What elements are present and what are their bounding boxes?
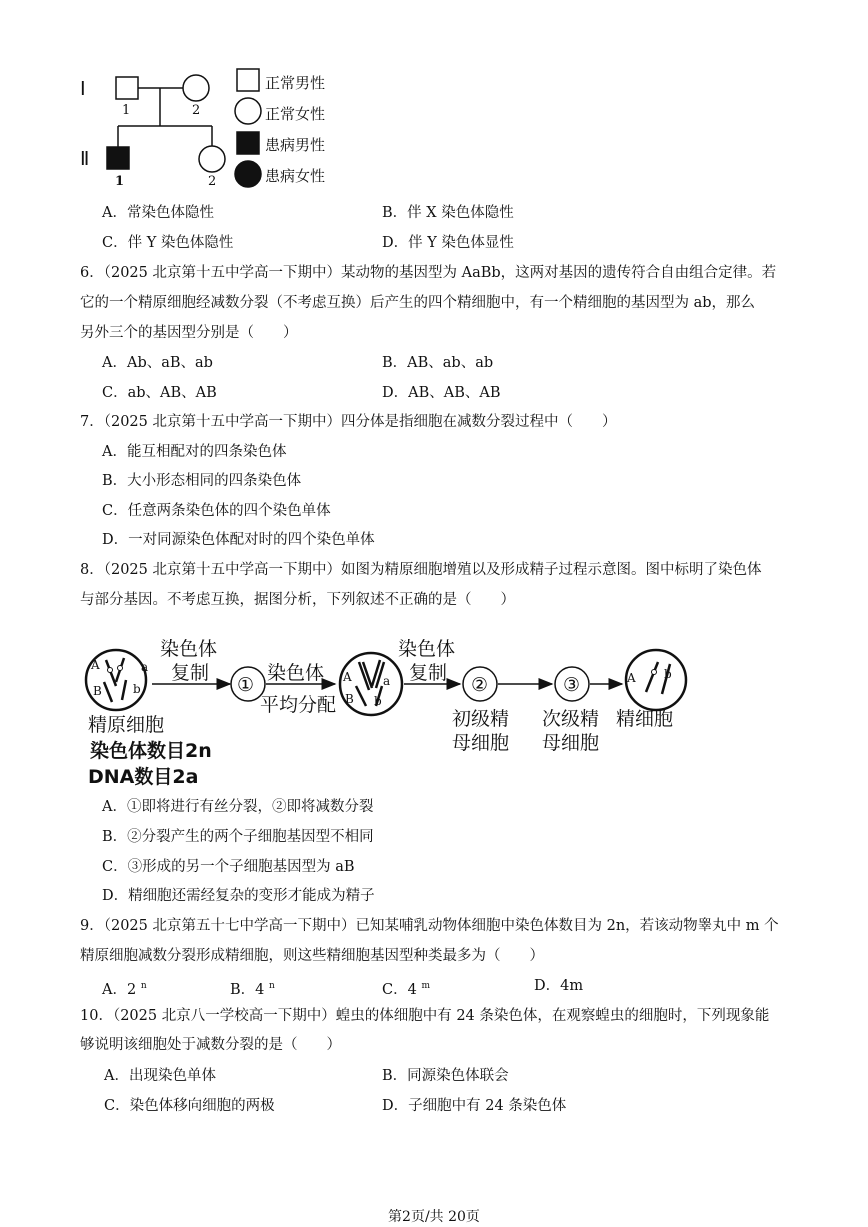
- pedigree-i1-normal-male: [116, 77, 138, 99]
- q7-option-b[interactable]: B．大小形态相同的四条染色体: [102, 473, 302, 489]
- q9-option-b[interactable]: [230, 976, 275, 1000]
- label-sperm: 精细胞: [616, 708, 674, 730]
- pedigree-i2-normal-female: [183, 75, 209, 101]
- legend-affected-female-icon: [235, 161, 261, 187]
- gene-a-2: a: [383, 674, 391, 688]
- q7-stem: 7．（2025 北京第十五中学高一下期中）四分体是指细胞在减数分裂过程中（ ）: [80, 414, 617, 430]
- q8-option-a[interactable]: A．①即将进行有丝分裂，②即将减数分裂: [102, 799, 374, 815]
- q6-option-a[interactable]: A．Ab、aB、ab: [102, 355, 213, 371]
- q6-stem-line3: 另外三个的基因型分别是（ ）: [80, 325, 298, 341]
- q6-option-d[interactable]: D．AB、AB、AB: [382, 385, 501, 401]
- label-secondary-1: 次级精: [542, 708, 600, 730]
- q9-stem-line1: 9．（2025 北京第五十七中学高一下期中）已知某哺乳动物体细胞中染色体数目为 2n，若该动物睾丸中 m 个: [80, 918, 779, 934]
- gene-A-2: A: [343, 670, 352, 684]
- q6-option-b[interactable]: B．AB、ab、ab: [382, 355, 494, 371]
- pedigree-ii2-normal-female: [199, 146, 225, 172]
- arrow3-label-top: 染色体: [398, 638, 456, 660]
- pedigree-ii1-number: 1: [115, 174, 125, 189]
- arrow2-label-top: 染色体: [267, 662, 325, 684]
- pedigree-i1-number: 1: [122, 103, 131, 118]
- q8-stem-line1: 8．（2025 北京第十五中学高一下期中）如图为精原细胞增殖以及形成精子过程示意图。图中标明了染色体: [80, 562, 762, 578]
- q8-option-c[interactable]: C．③形成的另一个子细胞基因型为 aB: [102, 859, 355, 875]
- gene-B-1: B: [93, 684, 102, 698]
- q10-stem-line1: 10．（2025 北京八一学校高一下期中）蝗虫的体细胞中有 24 条染色体，在观察蝗虫的细胞时，下列现象能: [80, 1008, 770, 1024]
- q5-option-a[interactable]: A．常染色体隐性: [102, 205, 214, 221]
- q7-option-d[interactable]: D．一对同源染色体配对时的四个染色单体: [102, 532, 375, 548]
- q10-option-a[interactable]: A．出现染色单体: [104, 1068, 216, 1084]
- circle-label-1: ①: [237, 674, 255, 696]
- label-dna-count: DNA数目2a: [88, 766, 199, 788]
- q10-option-d[interactable]: D．子细胞中有 24 条染色体: [382, 1098, 567, 1114]
- gene-b-3: b: [664, 667, 672, 681]
- q8-option-d[interactable]: D．精细胞还需经复杂的变形才能成为精子: [102, 888, 375, 904]
- gene-a-1: a: [141, 660, 149, 674]
- pedigree-i2-number: 2: [192, 103, 201, 118]
- q9-option-a-exp: n: [140, 981, 147, 991]
- gene-b-2: b: [374, 694, 382, 708]
- label-primary-1: 初级精: [452, 708, 510, 730]
- label-primary-2: 母细胞: [452, 732, 510, 754]
- arrow2-label-bottom: 平均分配: [260, 694, 337, 716]
- q9-option-c[interactable]: [382, 976, 430, 1000]
- q7-option-c[interactable]: C．任意两条染色体的四个染色单体: [102, 503, 331, 519]
- page-number-footer: 第2页/共 20页: [388, 1209, 480, 1225]
- q9-option-c-exp: m: [421, 981, 430, 991]
- arrow1-label-top: 染色体: [160, 638, 218, 660]
- pedigree-ii1-affected-male: [107, 147, 129, 169]
- q9-stem-line2: 精原细胞减数分裂形成精细胞，则这些精细胞基因型种类最多为（ ）: [80, 948, 544, 964]
- q10-option-c[interactable]: C．染色体移向细胞的两极: [104, 1098, 275, 1114]
- legend-normal-female: 正常女性: [265, 105, 326, 123]
- q8-stem-line2: 与部分基因。不考虑互换，据图分析，下列叙述不正确的是（ ）: [80, 592, 515, 608]
- gene-A-1: A: [91, 658, 100, 672]
- circle-label-3: ③: [563, 674, 581, 696]
- q6-stem-line2: 它的一个精原细胞经减数分裂（不考虑互换）后产生的四个精细胞中，有一个精细胞的基因型为 ab，那么: [80, 295, 756, 311]
- generation-label-1: Ⅰ: [80, 79, 86, 100]
- q5-option-c[interactable]: C．伴 Y 染色体隐性: [102, 235, 234, 251]
- q6-option-c[interactable]: C．ab、AB、AB: [102, 385, 217, 401]
- pedigree-ii2-number: 2: [208, 174, 217, 189]
- gene-B-2: B: [345, 692, 354, 706]
- generation-label-2: Ⅱ: [80, 149, 90, 170]
- q9-option-b-exp: n: [269, 981, 275, 991]
- arrow3-label-bottom: 复制: [409, 662, 448, 684]
- label-secondary-2: 母细胞: [542, 732, 600, 754]
- legend-affected-female: 患病女性: [265, 167, 326, 185]
- q9-option-a-base: A．2: [102, 981, 137, 998]
- q5-option-b[interactable]: B．伴 X 染色体隐性: [382, 205, 514, 221]
- arrow1-label-bottom: 复制: [171, 662, 210, 684]
- q5-option-d[interactable]: D．伴 Y 染色体显性: [382, 235, 514, 251]
- q9-option-c-base: C．4: [382, 981, 417, 998]
- q9-option-a[interactable]: [102, 976, 147, 1000]
- q9-option-d[interactable]: D．4m: [534, 978, 584, 994]
- gene-A-3: A: [627, 671, 636, 685]
- q10-option-b[interactable]: B．同源染色体联会: [382, 1068, 509, 1084]
- label-spermatogonium: 精原细胞: [88, 714, 165, 736]
- circle-label-2: ②: [471, 674, 489, 696]
- legend-normal-female-icon: [235, 98, 261, 124]
- q10-stem-line2: 够说明该细胞处于减数分裂的是（ ）: [80, 1037, 341, 1053]
- legend-normal-male-icon: [237, 69, 259, 91]
- q8-option-b[interactable]: B．②分裂产生的两个子细胞基因型不相同: [102, 829, 374, 845]
- gene-b-1: b: [133, 682, 141, 696]
- q7-option-a[interactable]: A．能互相配对的四条染色体: [102, 444, 287, 460]
- q9-option-b-base: B．4: [230, 981, 265, 998]
- q6-stem-line1: 6．（2025 北京第十五中学高一下期中）某动物的基因型为 AaBb，这两对基因的遗传符合自由组合定律。若: [80, 265, 777, 281]
- legend-affected-male-icon: [237, 132, 259, 154]
- label-chromosome-count: 染色体数目2n: [90, 740, 212, 762]
- legend-affected-male: 患病男性: [265, 136, 326, 154]
- legend-normal-male: 正常男性: [265, 74, 326, 92]
